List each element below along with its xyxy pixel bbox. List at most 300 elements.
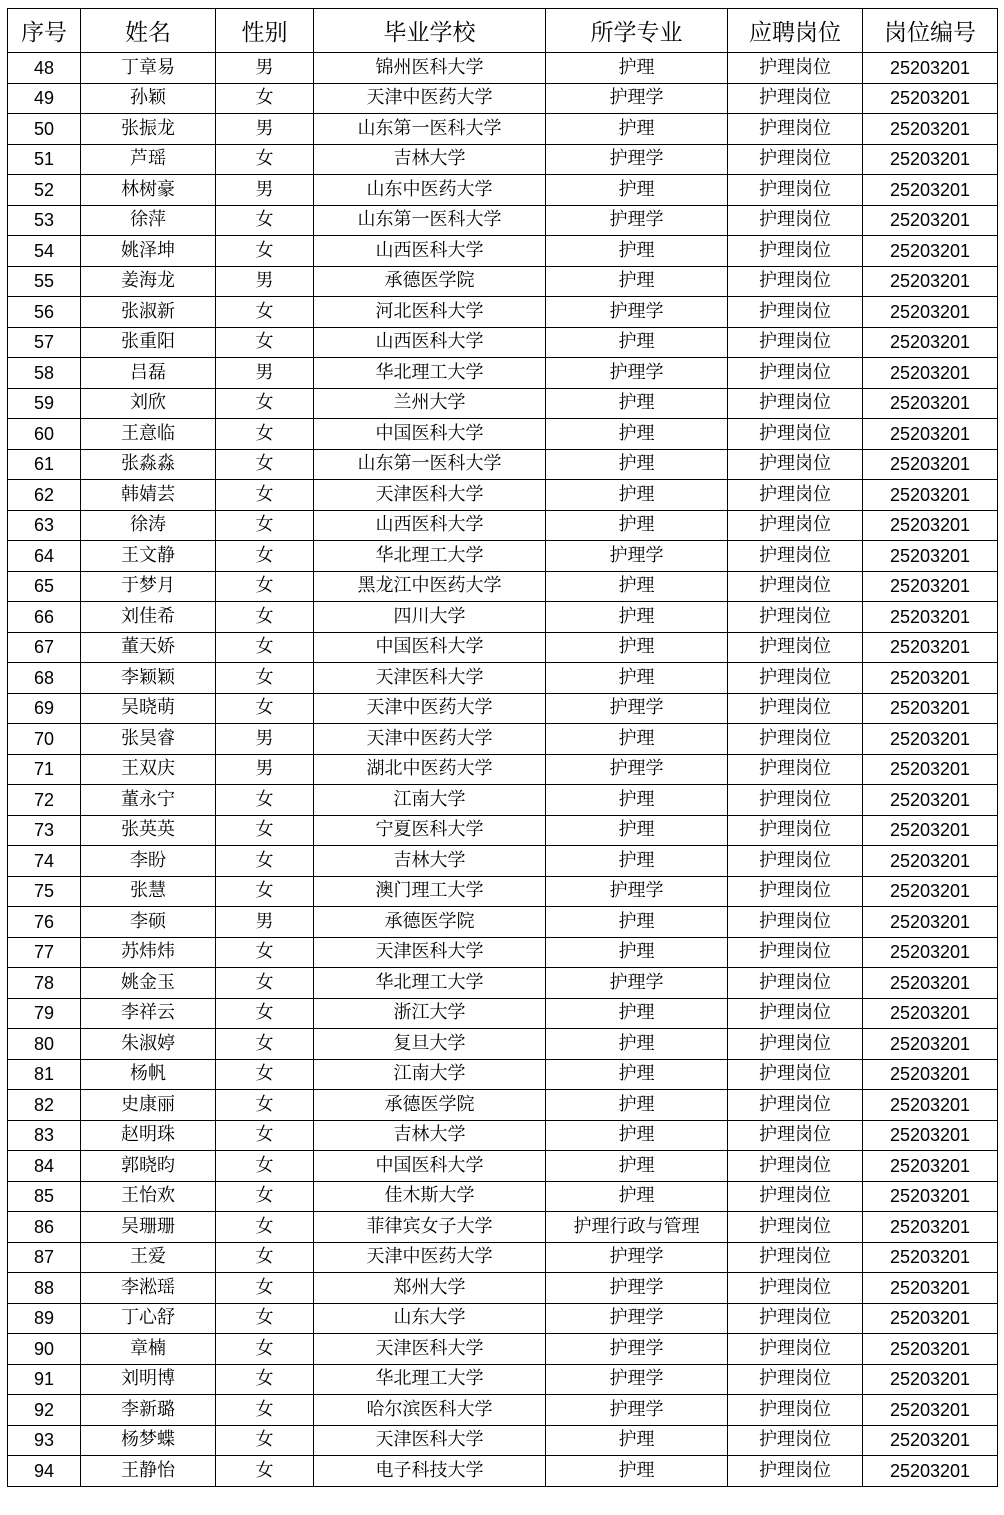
table-row: [8, 724, 998, 755]
cell-gender: 女: [216, 1181, 314, 1212]
cell-gender: 女: [216, 205, 314, 236]
table-row: [8, 175, 998, 206]
table-row: [8, 1334, 998, 1365]
cell-major: 护理: [546, 449, 728, 480]
cell-gender: 男: [216, 53, 314, 84]
cell-school: 天津医科大学: [314, 937, 546, 968]
cell-major: 护理: [546, 266, 728, 297]
table-row: [8, 632, 998, 663]
cell-gender: 女: [216, 693, 314, 724]
cell-serial-number: 71: [8, 754, 81, 785]
cell-position: 护理岗位: [728, 907, 863, 938]
cell-serial-number: 62: [8, 480, 81, 511]
cell-gender: 女: [216, 876, 314, 907]
cell-position: 护理岗位: [728, 602, 863, 633]
table-row: [8, 480, 998, 511]
cell-position: 护理岗位: [728, 1364, 863, 1395]
cell-major: 护理学: [546, 1364, 728, 1395]
cell-gender: 女: [216, 144, 314, 175]
cell-name: 董天娇: [81, 632, 216, 663]
cell-name: 朱淑婷: [81, 1029, 216, 1060]
cell-school: 山西医科大学: [314, 510, 546, 541]
cell-position: 护理岗位: [728, 1120, 863, 1151]
cell-name: 张英英: [81, 815, 216, 846]
cell-position-code: 25203201: [863, 693, 998, 724]
cell-position: 护理岗位: [728, 1151, 863, 1182]
cell-position-code: 25203201: [863, 480, 998, 511]
table-row: [8, 1242, 998, 1273]
cell-major: 护理学: [546, 693, 728, 724]
cell-serial-number: 50: [8, 114, 81, 145]
cell-school: 澳门理工大学: [314, 876, 546, 907]
cell-serial-number: 91: [8, 1364, 81, 1395]
cell-school: 天津中医药大学: [314, 693, 546, 724]
table-row: [8, 419, 998, 450]
cell-major: 护理: [546, 724, 728, 755]
cell-position: 护理岗位: [728, 1242, 863, 1273]
cell-position-code: 25203201: [863, 998, 998, 1029]
cell-major: 护理: [546, 632, 728, 663]
table-row: [8, 663, 998, 694]
table-body: [8, 53, 998, 1487]
cell-position-code: 25203201: [863, 358, 998, 389]
table-row: [8, 785, 998, 816]
cell-school: 承德医学院: [314, 266, 546, 297]
table-row: [8, 327, 998, 358]
cell-major: 护理: [546, 175, 728, 206]
table-row: [8, 388, 998, 419]
cell-major: 护理: [546, 1090, 728, 1121]
cell-major: 护理学: [546, 1334, 728, 1365]
cell-name: 刘佳希: [81, 602, 216, 633]
cell-major: 护理: [546, 998, 728, 1029]
cell-gender: 男: [216, 754, 314, 785]
cell-position-code: 25203201: [863, 632, 998, 663]
cell-position-code: 25203201: [863, 205, 998, 236]
header-major: 所学专业: [546, 9, 728, 53]
cell-position-code: 25203201: [863, 1364, 998, 1395]
cell-school: 天津中医药大学: [314, 83, 546, 114]
cell-name: 徐涛: [81, 510, 216, 541]
table-row: [8, 846, 998, 877]
cell-position: 护理岗位: [728, 815, 863, 846]
table-row: [8, 1120, 998, 1151]
cell-gender: 男: [216, 266, 314, 297]
cell-position-code: 25203201: [863, 114, 998, 145]
cell-position-code: 25203201: [863, 327, 998, 358]
cell-position: 护理岗位: [728, 1029, 863, 1060]
header-school: 毕业学校: [314, 9, 546, 53]
cell-name: 王意临: [81, 419, 216, 450]
cell-school: 浙江大学: [314, 998, 546, 1029]
cell-name: 吴晓萌: [81, 693, 216, 724]
cell-gender: 女: [216, 419, 314, 450]
cell-gender: 女: [216, 1395, 314, 1426]
cell-major: 护理: [546, 571, 728, 602]
cell-major: 护理: [546, 785, 728, 816]
cell-serial-number: 60: [8, 419, 81, 450]
cell-serial-number: 56: [8, 297, 81, 328]
table-row: [8, 449, 998, 480]
cell-gender: 女: [216, 541, 314, 572]
cell-serial-number: 87: [8, 1242, 81, 1273]
cell-position-code: 25203201: [863, 1303, 998, 1334]
cell-serial-number: 67: [8, 632, 81, 663]
cell-position-code: 25203201: [863, 1425, 998, 1456]
cell-position: 护理岗位: [728, 510, 863, 541]
cell-school: 江南大学: [314, 785, 546, 816]
cell-school: 山西医科大学: [314, 327, 546, 358]
cell-serial-number: 49: [8, 83, 81, 114]
cell-gender: 女: [216, 388, 314, 419]
cell-gender: 女: [216, 1273, 314, 1304]
cell-major: 护理学: [546, 205, 728, 236]
cell-major: 护理: [546, 1425, 728, 1456]
cell-school: 天津医科大学: [314, 1425, 546, 1456]
cell-gender: 女: [216, 1364, 314, 1395]
cell-school: 兰州大学: [314, 388, 546, 419]
table-row: [8, 907, 998, 938]
cell-serial-number: 92: [8, 1395, 81, 1426]
cell-name: 杨帆: [81, 1059, 216, 1090]
cell-position: 护理岗位: [728, 53, 863, 84]
cell-name: 张重阳: [81, 327, 216, 358]
cell-major: 护理: [546, 480, 728, 511]
cell-name: 张淑新: [81, 297, 216, 328]
table-row: [8, 754, 998, 785]
cell-position-code: 25203201: [863, 1090, 998, 1121]
cell-gender: 女: [216, 1456, 314, 1487]
table-row: [8, 1425, 998, 1456]
cell-position-code: 25203201: [863, 1029, 998, 1060]
cell-position: 护理岗位: [728, 998, 863, 1029]
header-serial-number: 序号: [8, 9, 81, 53]
cell-serial-number: 58: [8, 358, 81, 389]
cell-gender: 女: [216, 1120, 314, 1151]
cell-name: 王静怡: [81, 1456, 216, 1487]
cell-gender: 女: [216, 1425, 314, 1456]
cell-gender: 男: [216, 907, 314, 938]
cell-gender: 男: [216, 724, 314, 755]
cell-school: 华北理工大学: [314, 541, 546, 572]
cell-position: 护理岗位: [728, 1059, 863, 1090]
cell-major: 护理学: [546, 83, 728, 114]
table-row: [8, 205, 998, 236]
cell-name: 王爱: [81, 1242, 216, 1273]
cell-major: 护理: [546, 1029, 728, 1060]
cell-school: 天津医科大学: [314, 480, 546, 511]
cell-position-code: 25203201: [863, 449, 998, 480]
cell-major: 护理学: [546, 144, 728, 175]
cell-gender: 女: [216, 1151, 314, 1182]
cell-position-code: 25203201: [863, 876, 998, 907]
cell-major: 护理: [546, 1456, 728, 1487]
cell-serial-number: 53: [8, 205, 81, 236]
cell-position-code: 25203201: [863, 1334, 998, 1365]
cell-gender: 女: [216, 1303, 314, 1334]
cell-position: 护理岗位: [728, 144, 863, 175]
header-row: [8, 9, 998, 53]
table-row: [8, 1395, 998, 1426]
cell-position: 护理岗位: [728, 175, 863, 206]
table-row: [8, 815, 998, 846]
cell-name: 王双庆: [81, 754, 216, 785]
cell-gender: 女: [216, 968, 314, 999]
cell-gender: 女: [216, 1029, 314, 1060]
cell-position-code: 25203201: [863, 754, 998, 785]
cell-gender: 女: [216, 1212, 314, 1243]
cell-position: 护理岗位: [728, 83, 863, 114]
cell-major: 护理学: [546, 358, 728, 389]
cell-name: 于梦月: [81, 571, 216, 602]
cell-serial-number: 63: [8, 510, 81, 541]
cell-serial-number: 76: [8, 907, 81, 938]
table-row: [8, 937, 998, 968]
cell-serial-number: 82: [8, 1090, 81, 1121]
cell-position-code: 25203201: [863, 1242, 998, 1273]
cell-name: 苏炜炜: [81, 937, 216, 968]
cell-position-code: 25203201: [863, 1395, 998, 1426]
cell-position-code: 25203201: [863, 419, 998, 450]
cell-major: 护理学: [546, 297, 728, 328]
table-row: [8, 602, 998, 633]
cell-major: 护理学: [546, 1273, 728, 1304]
cell-name: 郭晓昀: [81, 1151, 216, 1182]
cell-position: 护理岗位: [728, 571, 863, 602]
cell-position: 护理岗位: [728, 236, 863, 267]
table-row: [8, 1029, 998, 1060]
table-row: [8, 1090, 998, 1121]
cell-position: 护理岗位: [728, 632, 863, 663]
table-row: [8, 1273, 998, 1304]
cell-serial-number: 78: [8, 968, 81, 999]
cell-major: 护理: [546, 937, 728, 968]
table-row: [8, 876, 998, 907]
table-row: [8, 358, 998, 389]
cell-serial-number: 74: [8, 846, 81, 877]
table-row: [8, 83, 998, 114]
table-row: [8, 1181, 998, 1212]
cell-school: 山东大学: [314, 1303, 546, 1334]
cell-major: 护理学: [546, 968, 728, 999]
cell-position: 护理岗位: [728, 449, 863, 480]
cell-school: 哈尔滨医科大学: [314, 1395, 546, 1426]
cell-name: 李颖颖: [81, 663, 216, 694]
cell-serial-number: 70: [8, 724, 81, 755]
cell-position: 护理岗位: [728, 327, 863, 358]
cell-school: 吉林大学: [314, 846, 546, 877]
cell-position-code: 25203201: [863, 266, 998, 297]
cell-school: 吉林大学: [314, 1120, 546, 1151]
cell-serial-number: 73: [8, 815, 81, 846]
cell-school: 佳木斯大学: [314, 1181, 546, 1212]
cell-school: 承德医学院: [314, 1090, 546, 1121]
cell-name: 姚金玉: [81, 968, 216, 999]
cell-position-code: 25203201: [863, 1120, 998, 1151]
cell-school: 山东中医药大学: [314, 175, 546, 206]
cell-major: 护理: [546, 236, 728, 267]
cell-serial-number: 72: [8, 785, 81, 816]
cell-position: 护理岗位: [728, 846, 863, 877]
cell-serial-number: 83: [8, 1120, 81, 1151]
cell-position: 护理岗位: [728, 1334, 863, 1365]
cell-major: 护理学: [546, 1303, 728, 1334]
cell-serial-number: 61: [8, 449, 81, 480]
cell-school: 宁夏医科大学: [314, 815, 546, 846]
cell-position: 护理岗位: [728, 663, 863, 694]
cell-serial-number: 65: [8, 571, 81, 602]
cell-position-code: 25203201: [863, 1151, 998, 1182]
cell-school: 天津中医药大学: [314, 724, 546, 755]
cell-position-code: 25203201: [863, 83, 998, 114]
cell-major: 护理: [546, 1181, 728, 1212]
cell-gender: 女: [216, 785, 314, 816]
cell-position-code: 25203201: [863, 1059, 998, 1090]
cell-position-code: 25203201: [863, 1273, 998, 1304]
cell-position-code: 25203201: [863, 602, 998, 633]
cell-name: 王怡欢: [81, 1181, 216, 1212]
cell-position: 护理岗位: [728, 1303, 863, 1334]
cell-school: 华北理工大学: [314, 358, 546, 389]
cell-gender: 女: [216, 327, 314, 358]
cell-major: 护理学: [546, 541, 728, 572]
cell-gender: 女: [216, 998, 314, 1029]
cell-position: 护理岗位: [728, 388, 863, 419]
cell-serial-number: 59: [8, 388, 81, 419]
cell-major: 护理: [546, 388, 728, 419]
cell-name: 李新璐: [81, 1395, 216, 1426]
cell-major: 护理: [546, 663, 728, 694]
cell-gender: 男: [216, 358, 314, 389]
table-row: [8, 144, 998, 175]
cell-school: 吉林大学: [314, 144, 546, 175]
cell-serial-number: 75: [8, 876, 81, 907]
cell-school: 湖北中医药大学: [314, 754, 546, 785]
cell-name: 林树豪: [81, 175, 216, 206]
cell-school: 山东第一医科大学: [314, 114, 546, 145]
cell-major: 护理: [546, 815, 728, 846]
cell-serial-number: 94: [8, 1456, 81, 1487]
cell-major: 护理: [546, 53, 728, 84]
cell-position: 护理岗位: [728, 754, 863, 785]
cell-position-code: 25203201: [863, 815, 998, 846]
cell-serial-number: 93: [8, 1425, 81, 1456]
cell-position: 护理岗位: [728, 1090, 863, 1121]
cell-name: 刘欣: [81, 388, 216, 419]
cell-major: 护理: [546, 510, 728, 541]
cell-position: 护理岗位: [728, 785, 863, 816]
cell-position-code: 25203201: [863, 968, 998, 999]
cell-school: 复旦大学: [314, 1029, 546, 1060]
cell-position: 护理岗位: [728, 1425, 863, 1456]
cell-position: 护理岗位: [728, 205, 863, 236]
cell-name: 张振龙: [81, 114, 216, 145]
cell-position-code: 25203201: [863, 724, 998, 755]
cell-position-code: 25203201: [863, 663, 998, 694]
cell-serial-number: 86: [8, 1212, 81, 1243]
table-row: [8, 998, 998, 1029]
cell-major: 护理学: [546, 1242, 728, 1273]
cell-position-code: 25203201: [863, 937, 998, 968]
cell-name: 姚泽坤: [81, 236, 216, 267]
cell-gender: 女: [216, 1059, 314, 1090]
cell-school: 天津中医药大学: [314, 1242, 546, 1273]
cell-position: 护理岗位: [728, 297, 863, 328]
applicant-table: [7, 8, 998, 1487]
cell-name: 赵明珠: [81, 1120, 216, 1151]
table-row: [8, 297, 998, 328]
table-row: [8, 1364, 998, 1395]
cell-name: 张慧: [81, 876, 216, 907]
cell-gender: 女: [216, 236, 314, 267]
table-row: [8, 541, 998, 572]
cell-school: 电子科技大学: [314, 1456, 546, 1487]
cell-position-code: 25203201: [863, 541, 998, 572]
cell-position-code: 25203201: [863, 175, 998, 206]
cell-position-code: 25203201: [863, 785, 998, 816]
cell-gender: 女: [216, 480, 314, 511]
header-position-code: 岗位编号: [863, 9, 998, 53]
cell-name: 吕磊: [81, 358, 216, 389]
cell-gender: 女: [216, 1334, 314, 1365]
table-row: [8, 53, 998, 84]
cell-position-code: 25203201: [863, 388, 998, 419]
cell-serial-number: 80: [8, 1029, 81, 1060]
cell-serial-number: 69: [8, 693, 81, 724]
cell-serial-number: 88: [8, 1273, 81, 1304]
cell-gender: 女: [216, 815, 314, 846]
cell-serial-number: 90: [8, 1334, 81, 1365]
cell-major: 护理: [546, 327, 728, 358]
cell-school: 河北医科大学: [314, 297, 546, 328]
header-gender: 性别: [216, 9, 314, 53]
table-row: [8, 968, 998, 999]
cell-school: 天津医科大学: [314, 1334, 546, 1365]
cell-serial-number: 81: [8, 1059, 81, 1090]
cell-serial-number: 64: [8, 541, 81, 572]
cell-major: 护理: [546, 1120, 728, 1151]
table-row: [8, 693, 998, 724]
table-row: [8, 1059, 998, 1090]
cell-gender: 女: [216, 1090, 314, 1121]
cell-position: 护理岗位: [728, 541, 863, 572]
cell-position-code: 25203201: [863, 907, 998, 938]
cell-gender: 女: [216, 510, 314, 541]
cell-name: 芦瑶: [81, 144, 216, 175]
cell-serial-number: 89: [8, 1303, 81, 1334]
cell-school: 黑龙江中医药大学: [314, 571, 546, 602]
cell-name: 李淞瑶: [81, 1273, 216, 1304]
cell-school: 华北理工大学: [314, 1364, 546, 1395]
cell-serial-number: 54: [8, 236, 81, 267]
cell-serial-number: 48: [8, 53, 81, 84]
cell-position: 护理岗位: [728, 114, 863, 145]
cell-major: 护理: [546, 907, 728, 938]
cell-position-code: 25203201: [863, 846, 998, 877]
cell-position-code: 25203201: [863, 297, 998, 328]
cell-gender: 女: [216, 937, 314, 968]
table-row: [8, 1303, 998, 1334]
cell-school: 江南大学: [314, 1059, 546, 1090]
cell-position: 护理岗位: [728, 1181, 863, 1212]
cell-major: 护理学: [546, 754, 728, 785]
cell-position: 护理岗位: [728, 419, 863, 450]
cell-name: 董永宁: [81, 785, 216, 816]
cell-name: 张淼淼: [81, 449, 216, 480]
cell-school: 华北理工大学: [314, 968, 546, 999]
cell-gender: 女: [216, 571, 314, 602]
cell-school: 锦州医科大学: [314, 53, 546, 84]
